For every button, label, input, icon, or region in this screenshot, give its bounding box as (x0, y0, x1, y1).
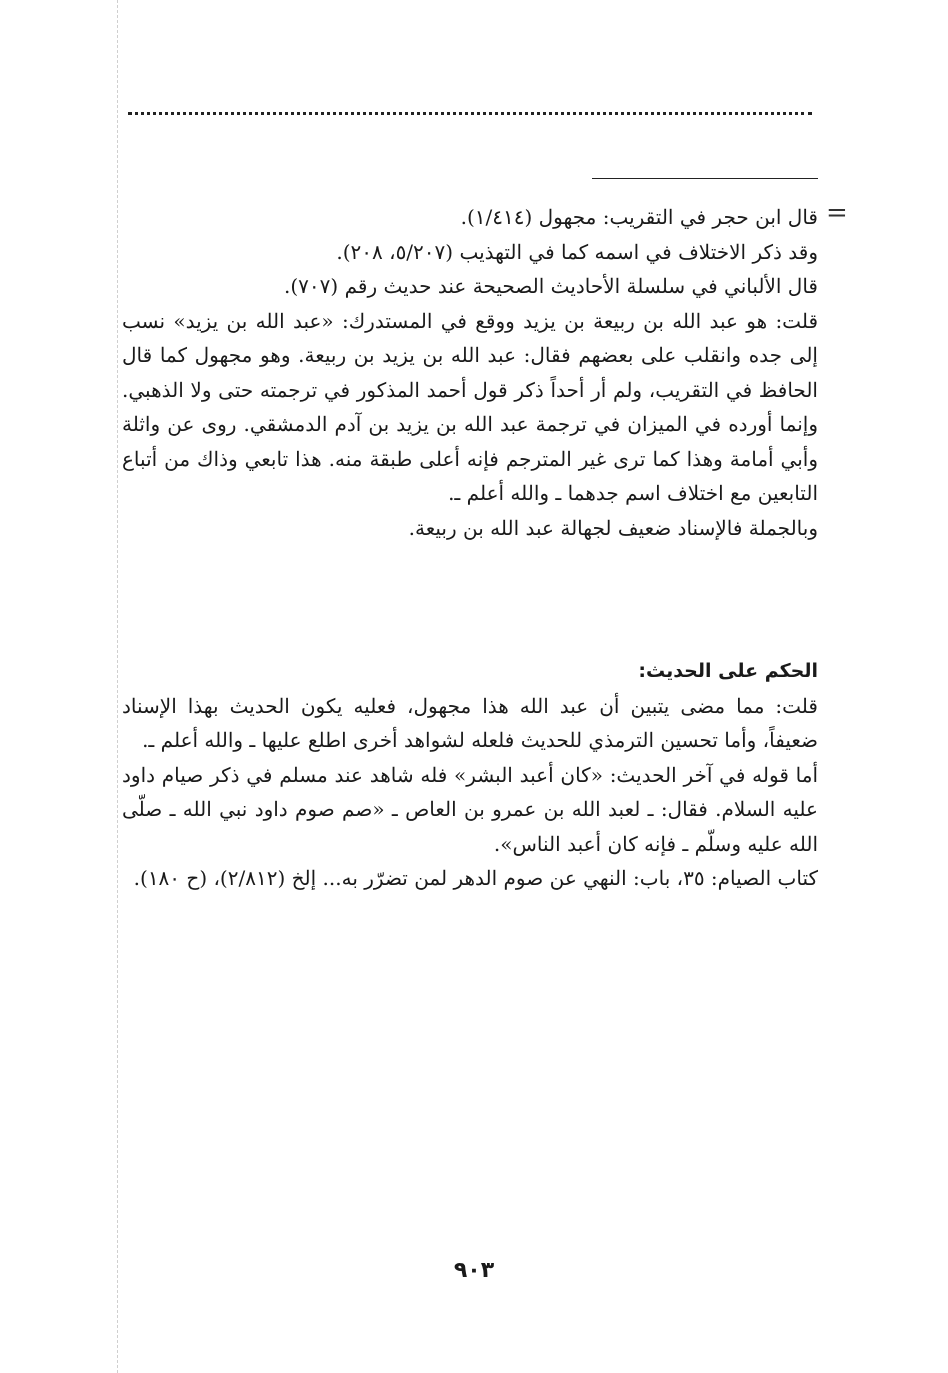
note-line: قال ابن حجر في التقريب: مجهول (١/٤١٤). (460, 205, 818, 229)
dotted-separator (128, 112, 812, 115)
continuation-mark: = (826, 198, 848, 228)
ruling-paragraph: كتاب الصيام: ٣٥، باب: النهي عن صوم الدهر لمن تضرّر به... إلخ (٢/٨١٢)، (ح ١٨٠). (133, 866, 818, 890)
footnote-separator (592, 178, 818, 179)
page-margin-guide (117, 0, 118, 1373)
note-line: وبالجملة فالإسناد ضعيف لجهالة عبد الله بن ربيعة. (408, 515, 818, 540)
section-heading: الحكم على الحديث: (638, 660, 818, 682)
footnotes-section (122, 200, 818, 545)
note-line: وقد ذكر الاختلاف في اسمه كما في التهذيب (٥/٢٠٧، ٢٠٨). (336, 239, 818, 264)
note-paragraph: قلت: هو عبد الله بن ربيعة بن يزيد ووقع في المستدرك: «عبد الله بن يزيد» نسب إلى جده وانقلب على بعضهم فقال: عبد الله بن يزيد بن ربيعة. وهو مجهول كما قال الحافظ في التقريب، ولم أر أحداً ذكر قول أحمد المذكور في ترجمته حتى ولا الذهبي. وإنما أورده في الميزان في ترجمة عبد الله بن يزيد بن آدم الدمشقي. روى عن واثلة وأبي أمامة وهذا كما ترى غير المترجم فإنه أعلى طبقة منه. هذا تابعي وذاك من أتباع التابعين مع اختلاف اسم جدهما ـ والله أعلم ـ. (122, 308, 819, 505)
ruling-paragraph: قلت: مما مضى يتبين أن عبد الله هذا مجهول، فعليه يكون الحديث بهذا الإسناد ضعيفاً، وأما تحسين الترمذي للحديث فلعله لشواهد أخرى اطلع عليها ـ والله أعلم ـ. (122, 693, 818, 752)
page-number: ٩٠٣ (453, 1258, 495, 1283)
ruling-paragraph: أما قوله في آخر الحديث: «كان أعبد البشر» فله شاهد عند مسلم في ذكر صيام داود عليه السلام. فقال: ـ لعبد الله بن عمرو بن العاص ـ «صم صوم داود نبي الله ـ صلّى الله عليه وسلّم ـ فإنه كان أعبد الناس». (122, 762, 818, 856)
note-line: قال الألباني في سلسلة الأحاديث الصحيحة عند حديث رقم (٧٠٧). (284, 274, 818, 298)
ruling-section (122, 654, 818, 896)
